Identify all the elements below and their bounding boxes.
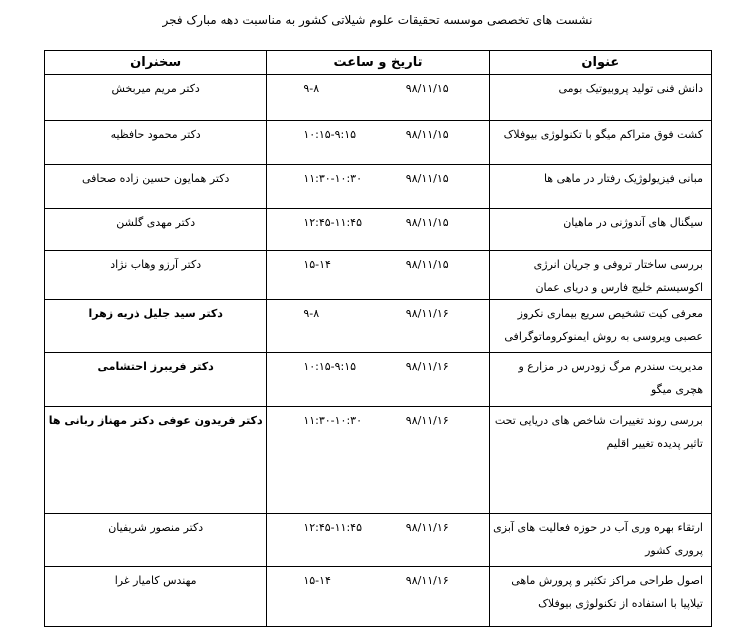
session-title: سیگنال های آندوژنی در ماهیان [489, 209, 711, 251]
table-row [45, 300, 712, 353]
session-date: ۹۸/۱۱/۱۵ [405, 258, 449, 271]
table-row [45, 514, 712, 567]
session-datetime [267, 75, 489, 121]
table-row [45, 407, 712, 514]
session-title: بررسی ساختار تروفی و جریان انرژی اکوسیستم خلیج فارس و دریای عمان [489, 251, 711, 300]
table-row [45, 251, 712, 300]
table-row [45, 121, 712, 165]
session-date: ۹۸/۱۱/۱۶ [405, 574, 449, 587]
session-time: ۱۰:۱۵-۹:۱۵ [303, 360, 357, 373]
session-date: ۹۸/۱۱/۱۵ [405, 172, 449, 185]
session-speaker: دکتر آرزو وهاب نژاد [45, 251, 267, 300]
session-date: ۹۸/۱۱/۱۵ [405, 128, 449, 141]
session-time: ۱۲:۴۵-۱۱:۴۵ [303, 521, 362, 534]
header-datetime: تاریخ و ساعت [267, 51, 489, 75]
session-speaker: دکتر سید جلیل ذریه زهرا [45, 300, 267, 353]
document-title: نشست های تخصصی موسسه تحقیقات علوم شیلاتی کشور به مناسبت دهه مبارک فجر [162, 13, 593, 27]
session-time: ۱۱:۳۰-۱۰:۳۰ [303, 172, 362, 185]
session-datetime [267, 165, 489, 209]
session-time: ۹-۸ [303, 307, 320, 320]
session-datetime [267, 514, 489, 567]
session-title: مدیریت سندرم مرگ زودرس در مزارع و هچری میگو [489, 353, 711, 407]
table-header-row [45, 51, 712, 75]
session-time: ۱۱:۳۰-۱۰:۳۰ [303, 414, 362, 427]
session-datetime [267, 407, 489, 514]
table-row [45, 75, 712, 121]
session-title: اصول طراحی مراکز تکثیر و پرورش ماهی تیلاپیا با استفاده از تکنولوژی بیوفلاک [489, 567, 711, 627]
session-speaker: دکتر فریدون عوفی دکتر مهناز ربانی ها [45, 407, 267, 514]
session-time: ۱۲:۴۵-۱۱:۴۵ [303, 216, 362, 229]
session-title: معرفی کیت تشخیص سریع بیماری نکروز عصبی ویروسی به روش ایمنوکروماتوگرافی [489, 300, 711, 353]
session-speaker: دکتر مهدی گلشن [45, 209, 267, 251]
session-date: ۹۸/۱۱/۱۵ [405, 216, 449, 229]
session-speaker: دکتر منصور شریفیان [45, 514, 267, 567]
session-date: ۹۸/۱۱/۱۶ [405, 414, 449, 427]
session-time: ۹-۸ [303, 82, 320, 95]
session-time: ۱۰:۱۵-۹:۱۵ [303, 128, 357, 141]
session-title: دانش فنی تولید پروبیوتیک بومی [489, 75, 711, 121]
session-datetime [267, 567, 489, 627]
session-datetime [267, 121, 489, 165]
session-time: ۱۵-۱۴ [303, 258, 331, 271]
table-row [45, 567, 712, 627]
session-time: ۱۵-۱۴ [303, 574, 331, 587]
session-date: ۹۸/۱۱/۱۵ [405, 82, 449, 95]
session-title: مبانی فیزیولوژیک رفتار در ماهی ها [489, 165, 711, 209]
session-title: کشت فوق متراکم میگو با تکنولوژی بیوفلاک [489, 121, 711, 165]
header-speaker: سخنران [45, 51, 267, 75]
header-title: عنوان [489, 51, 711, 75]
session-title: بررسی روند تغییرات شاخص های دریایی تحت تاثیر پدیده تغییر اقلیم [489, 407, 711, 514]
session-speaker: دکتر همایون حسین زاده صحافی [45, 165, 267, 209]
session-datetime [267, 300, 489, 353]
session-date: ۹۸/۱۱/۱۶ [405, 360, 449, 373]
session-datetime [267, 353, 489, 407]
session-datetime [267, 209, 489, 251]
session-date: ۹۸/۱۱/۱۶ [405, 307, 449, 320]
table-row [45, 165, 712, 209]
table-row [45, 353, 712, 407]
session-title: ارتقاء بهره وری آب در حوزه فعالیت های آبزی پروری کشور [489, 514, 711, 567]
session-speaker: دکتر فریبرز احتشامی [45, 353, 267, 407]
table-row [45, 209, 712, 251]
session-speaker: مهندس کامیار غرا [45, 567, 267, 627]
schedule-table [44, 50, 712, 627]
session-speaker: دکتر مریم میربخش [45, 75, 267, 121]
session-datetime [267, 251, 489, 300]
session-speaker: دکتر محمود حافظیه [45, 121, 267, 165]
session-date: ۹۸/۱۱/۱۶ [405, 521, 449, 534]
